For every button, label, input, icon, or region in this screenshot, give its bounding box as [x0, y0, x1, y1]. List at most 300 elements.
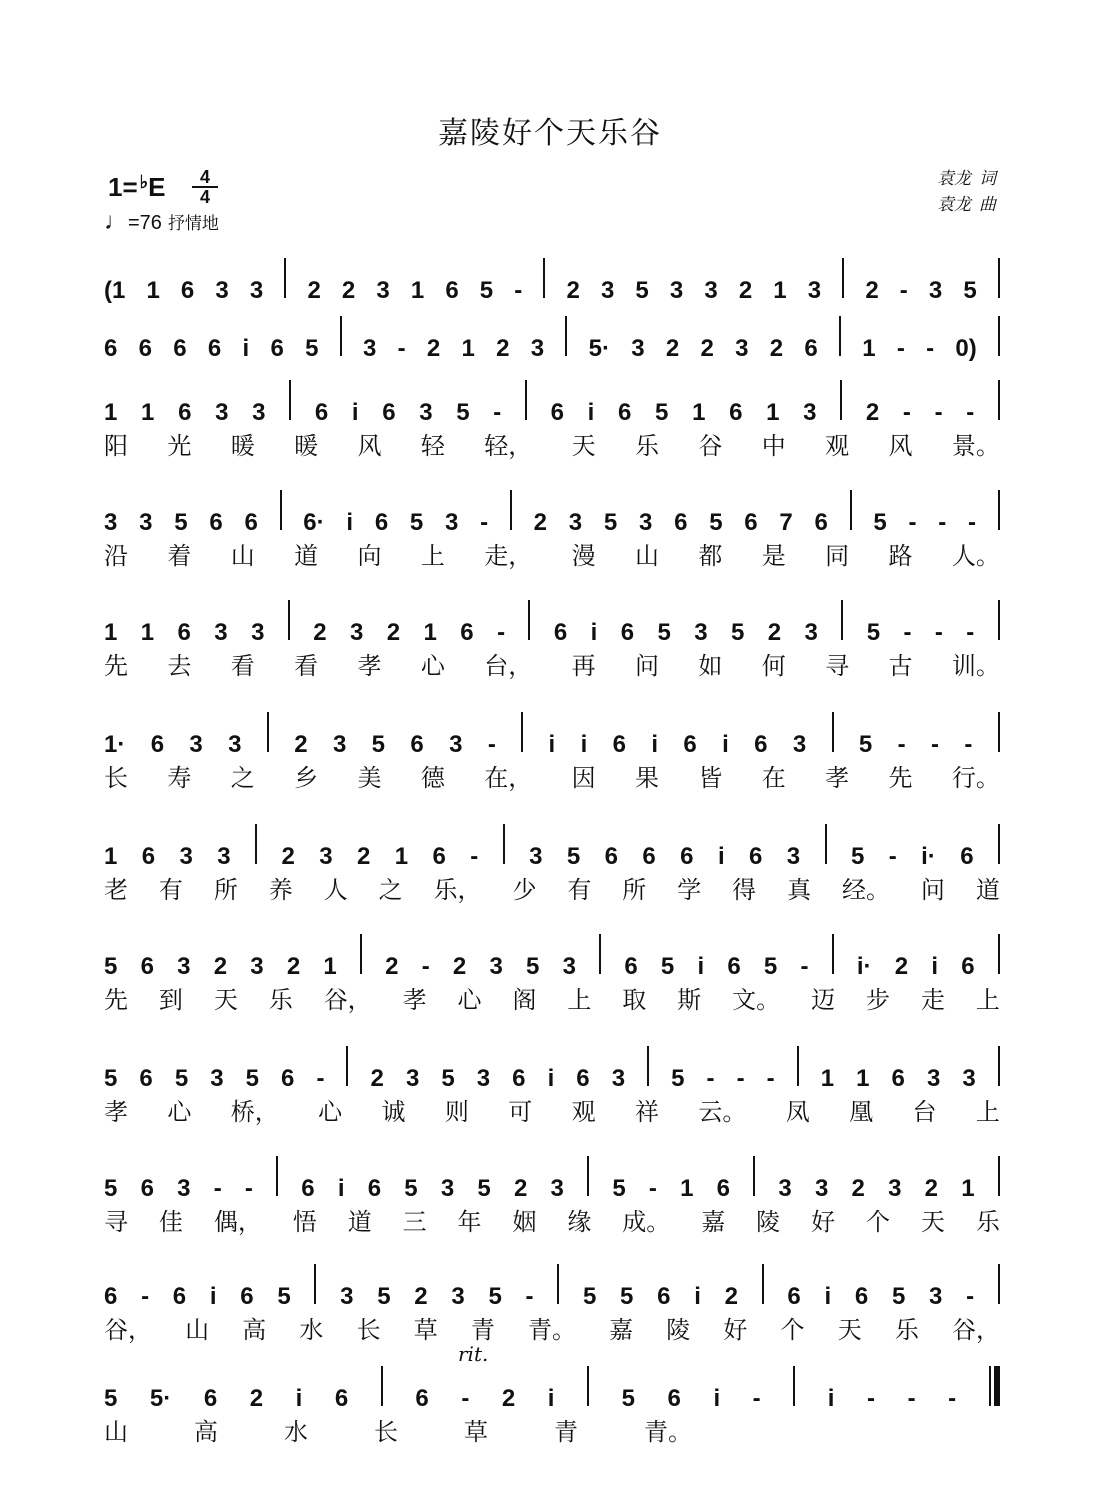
- note: 3: [376, 277, 390, 304]
- lyric-char: 道: [294, 542, 319, 570]
- barline: [346, 1046, 348, 1086]
- lyric-char: 中: [761, 432, 786, 460]
- note: 6: [612, 731, 626, 758]
- note: -: [966, 1283, 975, 1310]
- note: -: [926, 335, 935, 362]
- note: -: [930, 731, 939, 758]
- lyric-char: 孝: [825, 764, 850, 792]
- note: 2: [341, 277, 356, 304]
- lyric-char: 真: [787, 876, 812, 904]
- note: 3: [215, 399, 229, 426]
- lyric-char: 台，: [484, 652, 533, 680]
- note: 3: [929, 1283, 943, 1310]
- lyric-char: 乐: [894, 1316, 919, 1344]
- lyric-char: 好: [723, 1316, 748, 1344]
- note: 6: [104, 335, 118, 362]
- tempo-marking: [104, 208, 219, 236]
- note: -: [966, 399, 975, 426]
- lyric-char: 风: [888, 432, 913, 460]
- note: 3: [319, 843, 333, 870]
- lyric-char: 寿: [167, 764, 192, 792]
- barline: [528, 600, 530, 640]
- lyric-char: 是: [761, 542, 786, 570]
- note: 5: [104, 1065, 118, 1092]
- note: 3: [786, 843, 801, 870]
- note: 3: [600, 277, 615, 304]
- barline: [762, 1264, 764, 1304]
- note: 5: [104, 1385, 118, 1412]
- note: 1: [461, 335, 475, 362]
- lyric-char: 乐: [635, 432, 659, 460]
- lyric-char: 迈: [811, 986, 836, 1014]
- note: 3: [803, 399, 817, 426]
- note: 2: [313, 619, 327, 646]
- note: 1: [862, 335, 876, 362]
- lyric-char: 如: [698, 652, 723, 680]
- note: 6: [680, 843, 694, 870]
- lyric-char: 漫: [571, 542, 596, 570]
- note: 3: [568, 509, 583, 536]
- note: 3: [139, 509, 153, 536]
- lyricist-name: 袁龙: [937, 169, 971, 189]
- note: 6: [727, 953, 741, 980]
- lyric-char: 青。: [527, 1316, 576, 1344]
- lyric-char: 个: [780, 1316, 805, 1344]
- note: 1: [773, 277, 787, 304]
- lyric-char: 有: [567, 876, 592, 904]
- barline: [998, 600, 1000, 640]
- note: i: [587, 399, 595, 426]
- note: 5: [850, 843, 865, 870]
- barline: [998, 490, 1000, 530]
- note: i·: [921, 843, 936, 870]
- note: 2: [370, 1065, 384, 1092]
- lyric-char: 风: [357, 432, 382, 460]
- note: i: [697, 953, 705, 980]
- note: 1: [140, 619, 155, 646]
- lyric-char: 之: [230, 764, 255, 792]
- note: i: [722, 731, 729, 758]
- key-letter: E: [148, 172, 166, 202]
- note: i: [547, 1065, 555, 1092]
- note: 2: [496, 335, 510, 362]
- note: 1: [104, 619, 118, 646]
- note: 5: [245, 1065, 259, 1092]
- note: 5: [456, 399, 470, 426]
- note: 6: [657, 1283, 671, 1310]
- ritardando-marking: rit.: [458, 1342, 489, 1366]
- note: 3: [252, 399, 266, 426]
- lyric-char: 沿: [104, 542, 128, 570]
- lyric-char: 经。: [841, 876, 890, 904]
- lyric-char: 山: [185, 1316, 210, 1344]
- note: 6: [244, 509, 258, 536]
- note: 5: [731, 619, 745, 646]
- note: 6: [334, 1385, 349, 1412]
- lyric-char: 人: [323, 876, 348, 904]
- barline: [832, 934, 834, 974]
- note: 1: [766, 399, 780, 426]
- key-prefix: 1=: [108, 172, 138, 202]
- note: 6: [382, 399, 396, 426]
- barline: [510, 490, 512, 530]
- note: 2: [385, 953, 399, 980]
- note: -: [648, 1175, 657, 1202]
- note: 2: [281, 843, 295, 870]
- note: 3: [228, 731, 242, 758]
- lyric-char: 长: [104, 764, 128, 792]
- note: 6: [177, 619, 191, 646]
- note: 6: [683, 731, 697, 758]
- lyric-char: 在，: [484, 764, 533, 792]
- lyric-char: 心: [457, 986, 482, 1014]
- note: 6: [445, 277, 459, 304]
- note: 2: [501, 1385, 516, 1412]
- notation-row: [104, 490, 1000, 536]
- note: -: [493, 399, 502, 426]
- notation-row: [104, 824, 1000, 870]
- lyric-char: 青。: [644, 1418, 692, 1446]
- lyric-char: 年: [457, 1208, 482, 1236]
- lyric-char: 先: [104, 652, 128, 680]
- score-line: [104, 490, 1000, 570]
- note: i: [827, 1385, 835, 1412]
- lyric-char: 祥: [635, 1098, 659, 1126]
- note: 3: [250, 953, 264, 980]
- lyric-char: 天: [213, 986, 238, 1014]
- note: 7: [779, 509, 793, 536]
- lyric-char: 寻: [104, 1208, 128, 1236]
- note: 6: [139, 1065, 153, 1092]
- note: i: [209, 1283, 217, 1310]
- notation-row: [104, 316, 1000, 362]
- note: 5: [858, 731, 873, 758]
- lyric-char: 向: [357, 542, 382, 570]
- barline: [267, 712, 269, 752]
- lyric-char: 问: [635, 652, 659, 680]
- note: 3: [778, 1175, 792, 1202]
- note: 2: [386, 619, 401, 646]
- lyric-char: 光: [167, 432, 192, 460]
- note: 5: [621, 1385, 635, 1412]
- lyric-char: 在: [761, 764, 786, 792]
- lyric-char: 路: [888, 542, 913, 570]
- note: 3: [451, 1283, 465, 1310]
- note: -: [903, 619, 912, 646]
- barline: [360, 934, 362, 974]
- note: 1: [394, 843, 409, 870]
- lyric-char: 得: [732, 876, 757, 904]
- note: 3: [177, 953, 191, 980]
- lyric-char: 乡: [294, 764, 319, 792]
- composer-name: 袁龙: [937, 195, 971, 215]
- note: 3: [529, 843, 543, 870]
- note: 6: [729, 399, 743, 426]
- note: 6: [140, 953, 154, 980]
- lyric-char: 同: [825, 542, 850, 570]
- lyric-char: 孝: [357, 652, 382, 680]
- note: 5·: [588, 335, 610, 362]
- note: i: [295, 1385, 303, 1412]
- note: 5: [655, 399, 669, 426]
- lyric-char: 天: [837, 1316, 862, 1344]
- note: 5: [891, 1283, 906, 1310]
- notation-row: [104, 258, 1000, 304]
- barline: [340, 316, 342, 356]
- barline: [587, 1156, 589, 1196]
- note: 3: [449, 731, 463, 758]
- lyric-char: 乐: [975, 1208, 1000, 1236]
- note: 6: [367, 1175, 382, 1202]
- note: 3: [550, 1175, 564, 1202]
- meter-bottom: 4: [199, 187, 210, 207]
- lyric-char: 寻: [825, 652, 850, 680]
- barline: [314, 1264, 316, 1304]
- note: 6: [281, 1065, 295, 1092]
- mood-marking: 抒情地: [167, 214, 219, 233]
- lyric-char: 成。: [622, 1208, 671, 1236]
- note: 3: [704, 277, 718, 304]
- note: 3: [792, 731, 807, 758]
- lyric-char: 凤: [785, 1098, 810, 1126]
- note: 3: [962, 1065, 976, 1092]
- lyric-char: 谷，: [323, 986, 372, 1014]
- note: 2: [894, 953, 909, 980]
- note: 3: [214, 619, 228, 646]
- lyric-char: 看: [230, 652, 255, 680]
- note: 5: [866, 619, 881, 646]
- note: 3: [638, 509, 653, 536]
- lyric-char: 养: [268, 876, 293, 904]
- note: 6: [209, 509, 223, 536]
- note: 3: [362, 335, 377, 362]
- score-line: [104, 600, 1000, 680]
- note: 6: [787, 1283, 801, 1310]
- note: 2: [738, 277, 753, 304]
- lyric-char: 嘉: [701, 1208, 726, 1236]
- note: 3: [189, 731, 203, 758]
- lyric-char: 先: [104, 986, 128, 1014]
- note: 6: [270, 335, 284, 362]
- notation-row: [104, 600, 1000, 646]
- flat-symbol: ♭: [139, 172, 149, 192]
- lyric-char: 文。: [732, 986, 781, 1014]
- note: i: [547, 1385, 555, 1412]
- note: 3: [251, 619, 265, 646]
- note: i: [824, 1283, 832, 1310]
- note: 2: [566, 277, 580, 304]
- note: 5: [612, 1175, 626, 1202]
- note: -: [497, 619, 506, 646]
- note: 5: [305, 335, 319, 362]
- lyrics-row: [104, 980, 1000, 1014]
- lyric-char: 悟: [292, 1208, 317, 1236]
- note: 2: [513, 1175, 528, 1202]
- note: -: [752, 1385, 761, 1412]
- lyric-char: 老: [104, 876, 128, 904]
- note: 6: [150, 731, 165, 758]
- lyric-char: 嘉: [609, 1316, 634, 1344]
- note: 1: [104, 843, 118, 870]
- note: 6: [854, 1283, 869, 1310]
- lyric-char: 可: [508, 1098, 533, 1126]
- note: 6: [553, 619, 568, 646]
- note: 1: [423, 619, 437, 646]
- note: 6: [576, 1065, 590, 1092]
- note: -: [896, 335, 905, 362]
- note: 6: [173, 335, 187, 362]
- lyric-char: 上: [567, 986, 592, 1014]
- note: -: [902, 399, 911, 426]
- lyric-char: 谷: [698, 432, 723, 460]
- lyric-char: 高: [194, 1418, 218, 1446]
- note: 1: [961, 1175, 975, 1202]
- note: i·: [856, 953, 872, 980]
- lyric-char: 果: [635, 764, 659, 792]
- note: 6: [172, 1283, 187, 1310]
- barline: [503, 824, 505, 864]
- lyric-char: 山: [635, 542, 659, 570]
- note: 3: [405, 1065, 420, 1092]
- lyric-char: 水: [284, 1418, 308, 1446]
- note: i: [242, 335, 250, 362]
- note: 3: [530, 335, 545, 362]
- lyric-char: 人。: [951, 542, 1000, 570]
- note: 6: [140, 1175, 154, 1202]
- time-signature: [192, 168, 218, 206]
- lyric-char: 青: [470, 1316, 495, 1344]
- note: -: [141, 1283, 150, 1310]
- lyric-char: 何: [761, 652, 786, 680]
- lyric-char: 偶，: [213, 1208, 262, 1236]
- lyric-char: 步: [865, 986, 890, 1014]
- note: -: [908, 509, 917, 536]
- note: 1: [692, 399, 706, 426]
- note: 2: [924, 1175, 939, 1202]
- note: 3: [340, 1283, 354, 1310]
- note: i: [713, 1385, 721, 1412]
- note: 6: [814, 509, 828, 536]
- lyric-char: 谷，: [951, 1316, 1000, 1344]
- barline: [998, 380, 1000, 420]
- note: 5: [104, 953, 118, 980]
- meter-top: 4: [192, 168, 218, 188]
- lyric-char: 学: [677, 876, 702, 904]
- note: 3: [419, 399, 433, 426]
- lyric-char: 暖: [294, 432, 319, 460]
- note: -: [800, 953, 809, 980]
- barline: [753, 1156, 755, 1196]
- lyric-char: 佳: [158, 1208, 183, 1236]
- note: -: [397, 335, 406, 362]
- note: 6: [207, 335, 222, 362]
- score-line: [104, 316, 1000, 362]
- note: 6: [749, 843, 763, 870]
- note: 3: [217, 843, 231, 870]
- lyric-char: 阳: [104, 432, 128, 460]
- note: 3: [104, 509, 118, 536]
- barline: [842, 258, 844, 298]
- lyric-char: 斯: [677, 986, 702, 1014]
- lyric-char: 天: [571, 432, 596, 460]
- lyric-char: 着: [167, 542, 192, 570]
- notation-row: [104, 380, 1000, 426]
- lyric-char: 凰: [849, 1098, 874, 1126]
- note: 3: [177, 1175, 191, 1202]
- note: 5: [377, 1283, 391, 1310]
- note: -: [934, 399, 943, 426]
- lyric-char: 上: [975, 1098, 1000, 1126]
- lyric-char: 古: [888, 652, 913, 680]
- barline: [543, 258, 545, 298]
- barline: [825, 824, 827, 864]
- note: -: [514, 277, 523, 304]
- lyric-char: 问: [920, 876, 945, 904]
- note: 2: [286, 953, 301, 980]
- barline: [998, 824, 1000, 864]
- lyrics-row: [104, 646, 1000, 680]
- lyric-char: 因: [571, 764, 596, 792]
- barline: [557, 1264, 559, 1304]
- note: 1: [323, 953, 337, 980]
- lyric-char: 所: [622, 876, 647, 904]
- lyrics-row: [104, 870, 1000, 904]
- note: 3: [210, 1065, 224, 1092]
- lyric-char: 山: [104, 1418, 128, 1446]
- notation-row: [104, 934, 1000, 980]
- barline: [850, 490, 852, 530]
- lyric-char: 训。: [951, 652, 1000, 680]
- notation-row: [104, 712, 1000, 758]
- lyric-char: 轻: [420, 432, 445, 460]
- key-signature: [108, 172, 166, 203]
- lyric-char: 草: [464, 1418, 488, 1446]
- note: (1: [104, 277, 126, 304]
- note: 1: [146, 277, 160, 304]
- composer-role: 曲: [979, 195, 996, 215]
- note: 2: [700, 335, 714, 362]
- lyricist-role: 词: [979, 169, 996, 189]
- lyric-char: 行。: [951, 764, 1000, 792]
- note: 6: [141, 843, 156, 870]
- lyrics-row: [104, 536, 1000, 570]
- song-title: 嘉陵好个天乐谷: [438, 116, 662, 151]
- lyric-char: 上: [420, 542, 445, 570]
- barline: [998, 1156, 1000, 1196]
- note: 1: [104, 399, 118, 426]
- note: -: [766, 1065, 775, 1092]
- lyric-char: 姻: [512, 1208, 537, 1236]
- note: -: [421, 953, 430, 980]
- note: -: [736, 1065, 745, 1092]
- note: 3: [476, 1065, 491, 1092]
- score-line: [104, 1046, 1000, 1126]
- lyric-char: 走: [920, 986, 945, 1014]
- note: 6: [203, 1385, 218, 1412]
- note: 3: [807, 277, 822, 304]
- note: 6: [754, 731, 768, 758]
- lyric-char: 陵: [756, 1208, 781, 1236]
- note: 5: [566, 843, 581, 870]
- note: 3: [249, 277, 264, 304]
- barline: [284, 258, 286, 298]
- note: 1: [856, 1065, 870, 1092]
- note: 3: [562, 953, 576, 980]
- note: 3: [814, 1175, 829, 1202]
- lyric-char: 乐，: [433, 876, 482, 904]
- note: -: [934, 619, 943, 646]
- lyric-char: 青: [554, 1418, 578, 1446]
